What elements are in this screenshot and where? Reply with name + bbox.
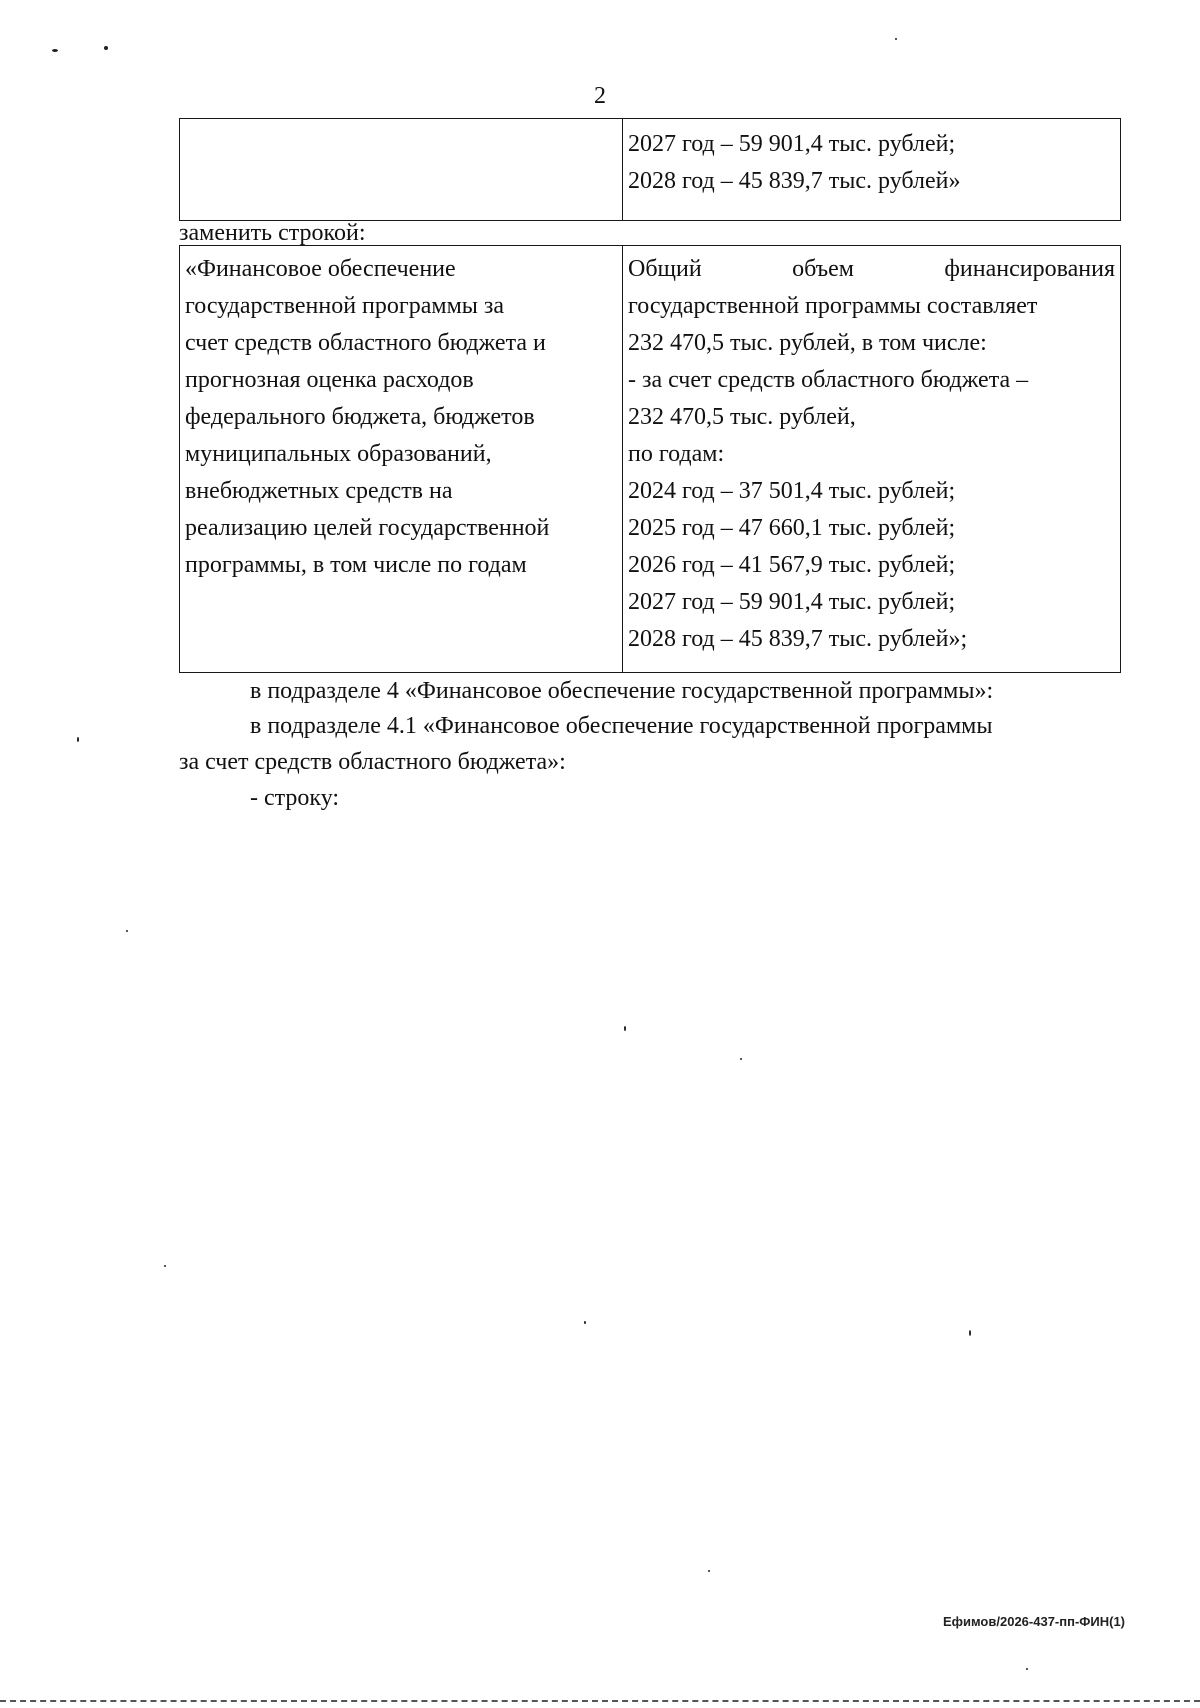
word: объем (792, 256, 854, 282)
heading-line: программы, в том числе по годам (185, 552, 527, 578)
document-code: Ефимов/2026-437-пп-ФИН(1) (942, 1614, 1125, 1629)
scan-speck (1026, 1668, 1028, 1670)
scan-speck (77, 737, 79, 742)
heading-line: внебюджетных средств на (185, 478, 453, 504)
financing-line: 232 470,5 тыс. рублей, в том числе: (628, 330, 987, 356)
year-line: 2026 год – 41 567,9 тыс. рублей; (628, 552, 956, 578)
word: финансирования (944, 256, 1115, 282)
year-line: 2028 год – 45 839,7 тыс. рублей»; (628, 626, 968, 652)
year-line: 2025 год – 47 660,1 тыс. рублей; (628, 515, 956, 541)
heading-line: государственной программы за (185, 293, 505, 319)
heading-line: федерального бюджета, бюджетов (185, 404, 535, 430)
financing-line: по годам: (628, 441, 725, 467)
table-cell-financing (623, 246, 1121, 673)
heading-line: счет средств областного бюджета и (185, 330, 546, 356)
heading-line: «Финансовое обеспечение (185, 256, 456, 282)
table-cell-empty (180, 119, 623, 221)
scan-speck (624, 1026, 626, 1031)
replace-label: заменить строкой: (179, 220, 366, 246)
previous-table-fragment (179, 118, 1121, 221)
year-line: 2027 год – 59 901,4 тыс. рублей; (628, 589, 956, 615)
paragraph: за счет средств областного бюджета»: (179, 749, 566, 775)
year-line: 2028 год – 45 839,7 тыс. рублей» (628, 168, 961, 194)
scan-speck (164, 1265, 166, 1267)
word: Общий (628, 256, 702, 282)
table-row (180, 246, 1121, 673)
scan-speck (895, 38, 897, 40)
table-cell-heading (180, 246, 623, 673)
table-row (180, 119, 1121, 221)
year-line: 2024 год – 37 501,4 тыс. рублей; (628, 478, 956, 504)
scan-speck (52, 49, 58, 52)
paragraph: в подразделе 4.1 «Финансовое обеспечение государственной программы (250, 713, 993, 739)
financing-line: государственной программы составляет (628, 293, 1038, 319)
financing-line: 232 470,5 тыс. рублей, (628, 404, 856, 430)
scan-edge-line (0, 1700, 1200, 1704)
paragraph: - строку: (250, 785, 340, 811)
scan-speck (969, 1330, 971, 1336)
scan-speck (126, 930, 128, 932)
heading-line: реализацию целей государственной (185, 515, 550, 541)
replacement-table (179, 245, 1121, 673)
scan-speck (584, 1321, 586, 1324)
scan-speck (740, 1058, 742, 1060)
page-number: 2 (594, 83, 606, 109)
heading-line: прогнозная оценка расходов (185, 367, 474, 393)
heading-line: муниципальных образований, (185, 441, 492, 467)
table-cell-years (623, 119, 1121, 221)
year-line: 2027 год – 59 901,4 тыс. рублей; (628, 131, 956, 157)
paragraph: в подразделе 4 «Финансовое обеспечение государственной программы»: (250, 678, 994, 704)
scan-speck (708, 1570, 710, 1572)
scan-speck (104, 46, 108, 50)
financing-first-line (628, 251, 1115, 288)
financing-line: - за счет средств областного бюджета – (628, 367, 1029, 393)
